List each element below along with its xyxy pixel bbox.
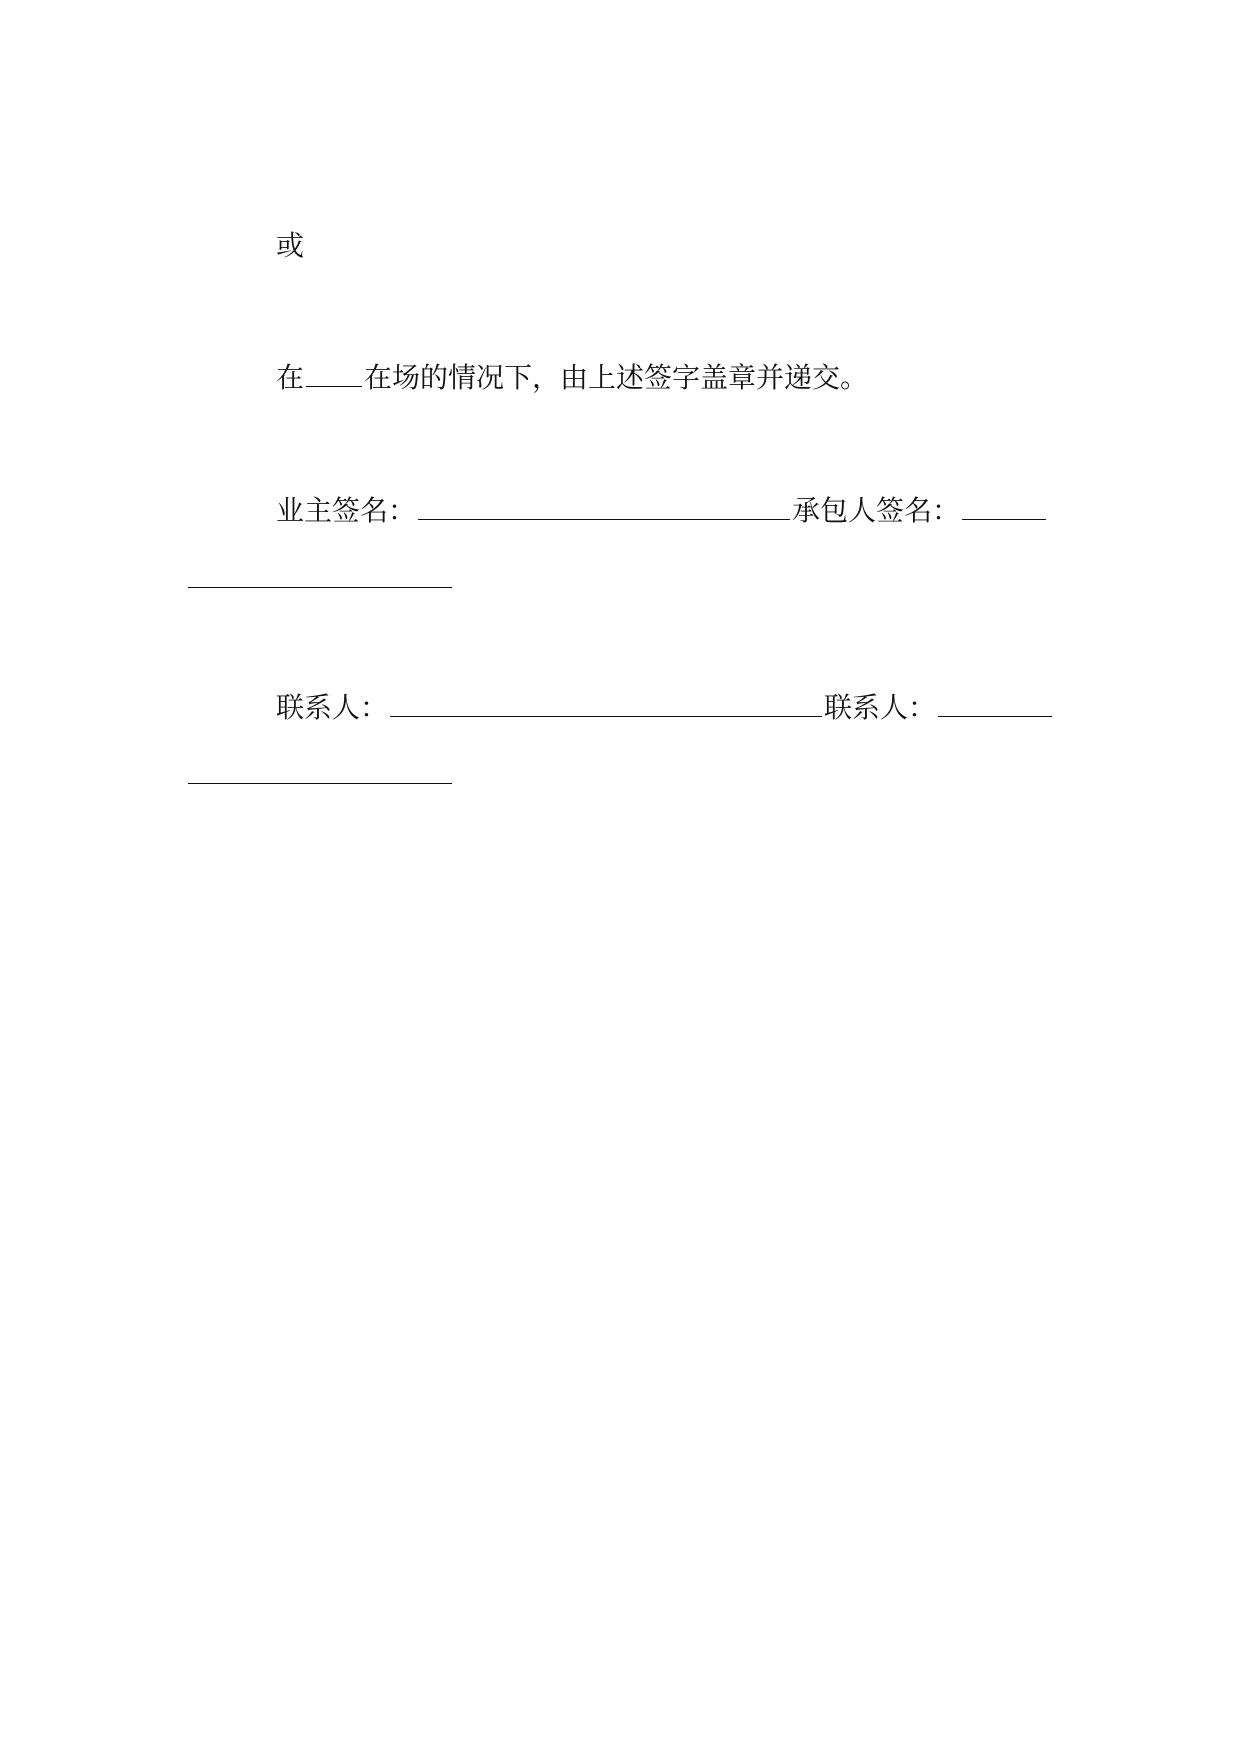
paragraph-presence	[276, 356, 868, 400]
owner-contact-label: 联系人：	[276, 691, 389, 724]
owner-signature-blank[interactable]	[418, 489, 790, 520]
contractor-signature-blank[interactable]	[962, 489, 1046, 520]
or-text: 或	[276, 229, 305, 262]
presence-prefix: 在	[276, 361, 305, 394]
paragraph-or	[276, 224, 304, 268]
owner-contact-blank[interactable]	[390, 686, 822, 717]
owner-signature-label: 业主签名：	[276, 494, 417, 527]
contractor-signature-blank-continued[interactable]	[188, 586, 452, 588]
contact-line	[276, 686, 1054, 730]
contractor-contact-label: 联系人：	[824, 691, 937, 724]
contractor-contact-blank[interactable]	[938, 686, 1052, 717]
contractor-contact-blank-continued[interactable]	[188, 782, 452, 784]
presence-suffix: 在场的情况下，由上述签字盖章并递交。	[364, 361, 869, 394]
signature-line	[276, 489, 1048, 533]
contractor-signature-label: 承包人签名：	[792, 494, 961, 527]
presence-blank[interactable]	[306, 356, 362, 387]
